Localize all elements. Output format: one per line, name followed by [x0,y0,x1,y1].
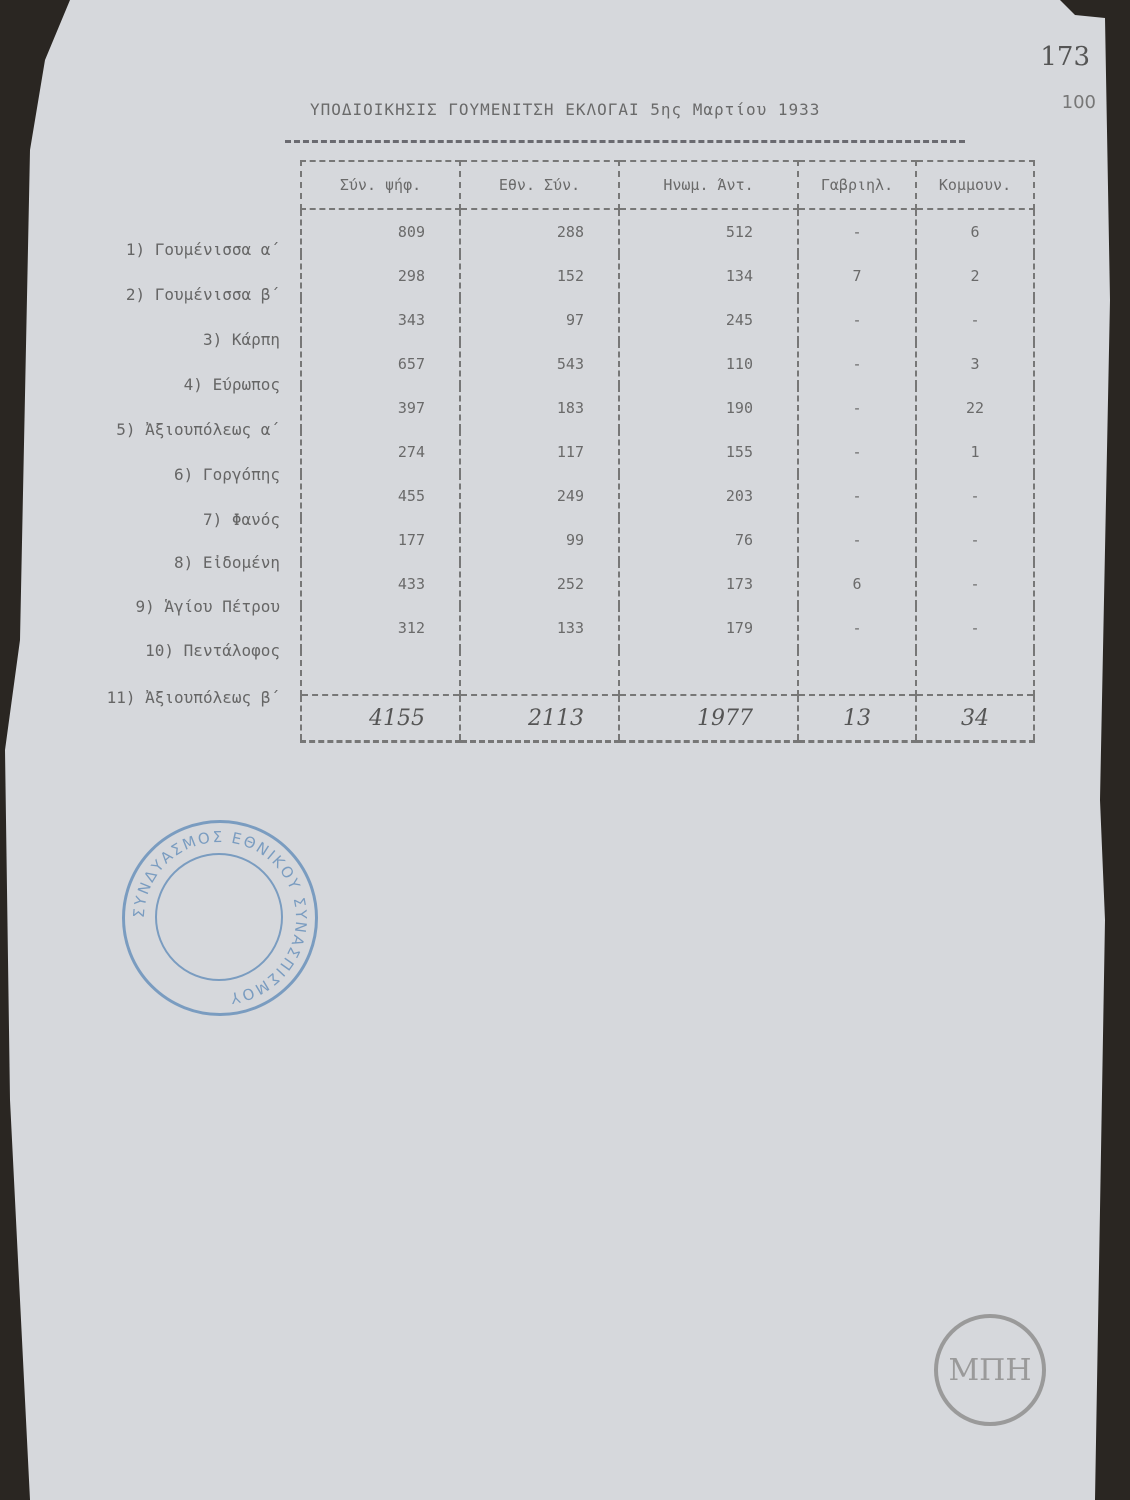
table-row [301,342,1034,386]
table-cell [460,650,619,695]
row-label: 10) Πεντάλοφος [145,641,280,660]
table-cell: - [798,298,916,342]
table-cell: - [798,474,916,518]
table-cell: 252 [460,562,619,606]
column-header: Σύν. ψήφ. [301,161,460,209]
table-cell: 397 [301,386,460,430]
document-title: ΥΠΟΔΙΟΙΚΗΣΙΣ ΓΟΥΜΕΝΙΤΣΗ ΕΚΛΟΓΑΙ 5ης Μαρτίου 1933 [310,100,821,119]
table-cell: 245 [619,298,798,342]
row-label: 3) Κάρπη [202,330,280,349]
table-row [301,298,1034,342]
election-results-table [300,160,1035,743]
table-cell: 2 [916,254,1034,298]
table-cell: 288 [460,209,619,254]
svg-text:ΣΥΝΔΥΑΣΜΟΣ ΕΘΝΙΚΟΥ ΣΥΝΑΣΠΙΣΜΟΥ [130,828,310,1008]
table-cell: 177 [301,518,460,562]
table-cell: - [798,606,916,650]
table-cell [301,650,460,695]
column-header: Ηνωμ. Άντ. [619,161,798,209]
table-row [301,386,1034,430]
table-cell: 657 [301,342,460,386]
column-header: Εθν. Σύν. [460,161,619,209]
table-cell: 97 [460,298,619,342]
table-cell: 343 [301,298,460,342]
table-cell: 543 [460,342,619,386]
totals-row [301,695,1034,742]
table-cell: 155 [619,430,798,474]
table-header-row [301,161,1034,209]
table-cell: 3 [916,342,1034,386]
table-cell: 183 [460,386,619,430]
total-cell: 2113 [460,695,619,742]
table-row [301,430,1034,474]
table-cell: - [916,298,1034,342]
table-row [301,209,1034,254]
column-header: Κομμουν. [916,161,1034,209]
row-label: 7) Φανός [202,510,280,529]
table-cell: - [916,474,1034,518]
table-cell: 76 [619,518,798,562]
row-label: 1) Γουμένισσα α΄ [125,240,280,259]
total-cell: 1977 [619,695,798,742]
row-label: 6) Γοργόπης [174,465,280,484]
row-label: 2) Γουμένισσα β΄ [125,285,280,304]
title-underline [285,140,965,143]
table-cell: - [916,518,1034,562]
table-cell: - [798,342,916,386]
table-row [301,606,1034,650]
table-cell: - [798,518,916,562]
table-cell: 312 [301,606,460,650]
stamp-text: ΣΥΝΔΥΑΣΜΟΣ ΕΘΝΙΚΟΥ ΣΥΝΑΣΠΙΣΜΟΥ [129,827,311,1008]
row-label: 11) Ἀξιουπόλεως β΄ [106,688,280,707]
table-cell [798,650,916,695]
table-row [301,518,1034,562]
table-cell: 433 [301,562,460,606]
stamp-text-ring [125,823,315,1013]
table-cell: 133 [460,606,619,650]
table-cell: 152 [460,254,619,298]
table-cell: - [798,209,916,254]
row-label: 5) Ἀξιουπόλεως α΄ [116,420,280,439]
page-number: 173 [1040,42,1090,72]
table-cell: 6 [798,562,916,606]
table-cell: - [916,562,1034,606]
table-cell: 134 [619,254,798,298]
table-cell [916,650,1034,695]
table-cell: 190 [619,386,798,430]
page-number-secondary: 100 [1061,92,1096,113]
table-cell: 7 [798,254,916,298]
table-cell: - [798,430,916,474]
table-row [301,254,1034,298]
table-cell: 173 [619,562,798,606]
table-cell: 455 [301,474,460,518]
total-cell: 34 [916,695,1034,742]
table-cell: 22 [916,386,1034,430]
column-header: Γαβριηλ. [798,161,916,209]
table-cell: 6 [916,209,1034,254]
total-cell: 4155 [301,695,460,742]
table-cell: 274 [301,430,460,474]
table-cell: 298 [301,254,460,298]
table-cell: 249 [460,474,619,518]
total-cell: 13 [798,695,916,742]
row-label: 8) Εἰδομένη [174,553,280,572]
table-cell: 203 [619,474,798,518]
logo-text: ΜΠΗ [948,1353,1032,1388]
row-label: 9) Ἁγίου Πέτρου [135,597,280,616]
table-cell: - [798,386,916,430]
row-label: 4) Εύρωπος [183,375,280,394]
table-row [301,650,1034,695]
table-cell [619,650,798,695]
archive-logo-icon [930,1310,1050,1430]
table-row [301,474,1034,518]
table-row [301,562,1034,606]
table-cell: 179 [619,606,798,650]
table-cell: 99 [460,518,619,562]
table-cell: 809 [301,209,460,254]
ink-stamp [122,820,318,1016]
table-cell: 117 [460,430,619,474]
table-cell: 1 [916,430,1034,474]
table-cell: 512 [619,209,798,254]
table-cell: - [916,606,1034,650]
table-cell: 110 [619,342,798,386]
